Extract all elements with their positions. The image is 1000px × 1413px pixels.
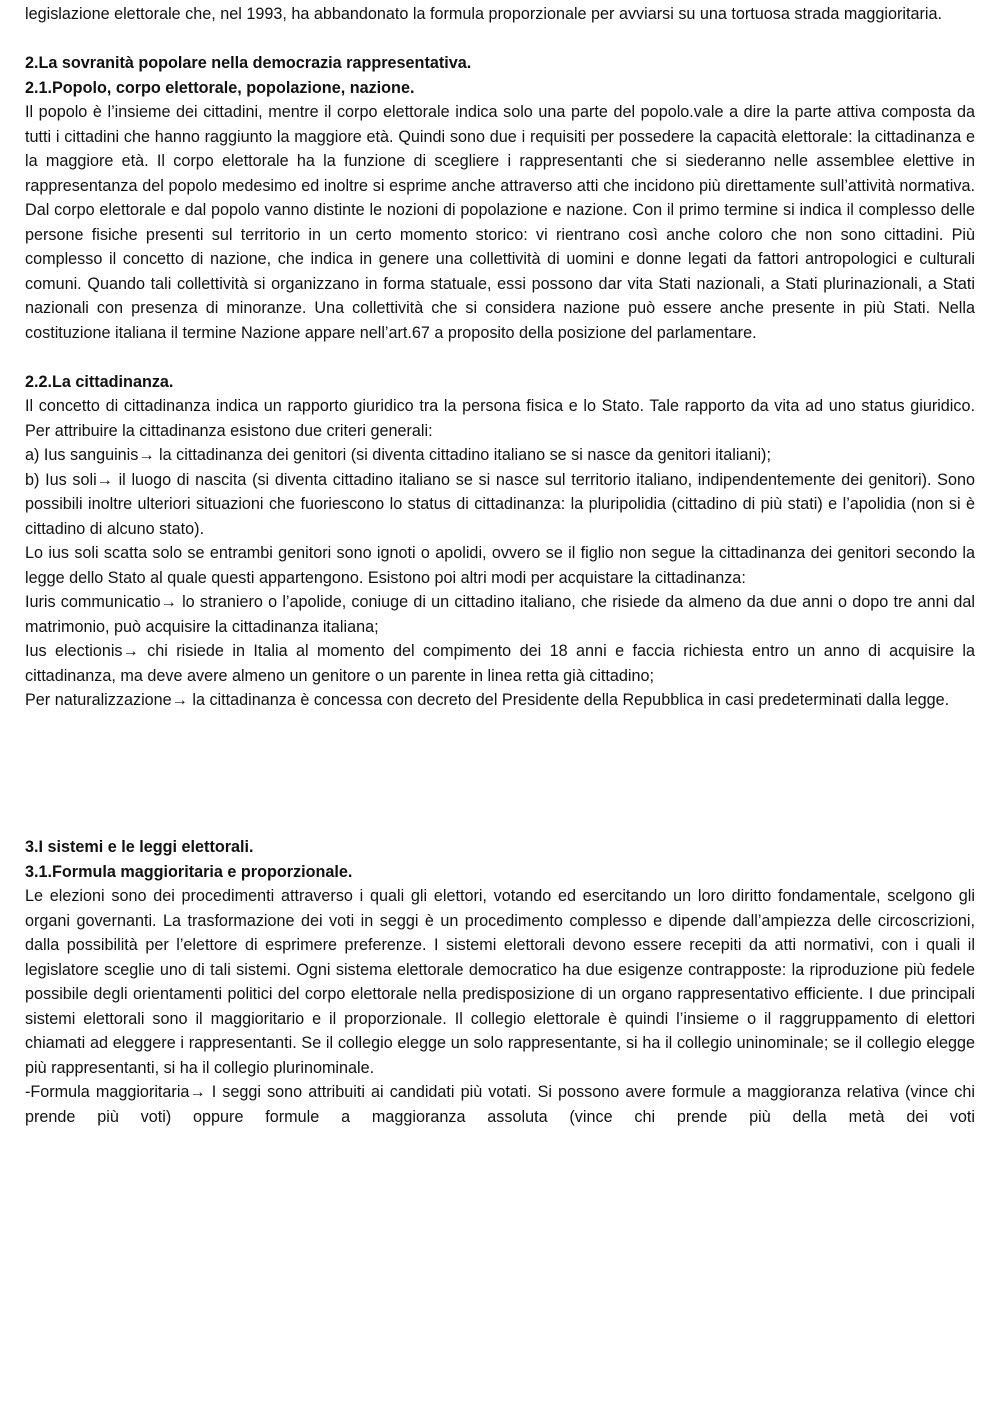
ius-electionis-item: Ius electionis→ chi risiede in Italia al momento del compimento dei 18 anni e faccia richiesta entro un anno di acquisire la cittadinanza, ma deve avere almeno un genitore o un parente in linea retta già cittadino; — [25, 642, 975, 685]
section-2-2-paragraph: Il concetto di cittadinanza indica un rapporto giuridico tra la persona fisica e lo Stato. Tale rapporto da vita ad uno status giuridico. Per attribuire la cittadinanza esistono due criteri generali: — [25, 397, 975, 440]
ius-sanguinis-item: a) Ius sanguinis→ la cittadinanza dei genitori (si diventa cittadino italiano se si nasce da genitori italiani); — [25, 446, 771, 464]
section-2-heading: 2.La sovranità popolare nella democrazia rappresentativa. — [25, 54, 472, 72]
iuris-communicatio-item: Iuris communicatio→ lo straniero o l’apolide, coniuge di un cittadino italiano, che risiede da almeno da due anni o dopo tre anni dal matrimonio, può acquisire la cittadinanza italiana; — [25, 593, 975, 636]
naturalizzazione-item: Per naturalizzazione→ la cittadinanza è concessa con decreto del Presidente della Repubblica in casi predeterminati dalla legge. — [25, 691, 950, 709]
section-3-1-body: Le elezioni sono dei procedimenti attraverso i quali gli elettori, votando ed esercitando un loro diritto fondamentale, scelgono gli organi governanti. La trasformazione dei voti in seggi è un procedimento complesso e dipende dall’ampiezza delle circoscrizioni, dalla possibilità per l’elettore di esprimere preferenze. I sistemi elettorali devono essere recepiti da atti normativi, con i quali il legislatore sceglie uno di tali sistemi. Ogni sistema elettorale democratico ha due esigenze contrapposte: la riproduzione più fedele possibile degli orientamenti politici del corpo elettorale nella predisposizione di un organo rappresentativo efficiente. I due principali sistemi elettorali sono il maggioritario e il proporzionale. Il collegio elettorale è quindi l’insieme o il raggruppamento di elettori chiamati ad eleggere i rappresentanti. Se il collegio elegge un solo rappresentante, si ha il collegio uninominale; se il collegio elegge più rappresentanti, si ha il collegio plurinominale. — [25, 887, 975, 1077]
section-3-heading: 3.I sistemi e le leggi elettorali. — [25, 838, 254, 856]
section-2-2-heading: 2.2.La cittadinanza. — [25, 372, 174, 391]
section-2-2-paragraph: Lo ius soli scatta solo se entrambi genitori sono ignoti o apolidi, ovvero se il figlio non segue la cittadinanza dei genitori secondo la legge dello Stato al quale questi appartengono. Esistono poi altri modi per acquistare la cittadinanza: — [25, 544, 975, 587]
section-3-1-heading: 3.1.Formula maggioritaria e proporzionale. — [25, 862, 353, 881]
ius-soli-item: b) Ius soli→ il luogo di nascita (si diventa cittadino italiano se si nasce sul territorio italiano, indipendentemente dei genitori). Sono possibili inoltre ulteriori situazioni che fuoriescono lo status di cittadinanza: la pluripolidia (cittadino di più stati) e l’apolidia (non si è cittadino di alcuno stato). — [25, 470, 975, 538]
spacer — [25, 713, 975, 836]
formula-maggioritaria-item: -Formula maggioritaria→ I seggi sono attribuiti ai candidati più votati. Si possono avere formule a maggioranza relativa (vince chi prende più voti) oppure formule a maggioranza assoluta (vince chi prende più della metà dei voti — [25, 1083, 975, 1126]
spacer — [25, 27, 975, 52]
section-2-1-heading: 2.1.Popolo, corpo elettorale, popolazione, nazione. — [25, 78, 415, 97]
intro-paragraph: legislazione elettorale che, nel 1993, ha abbandonato la formula proporzionale per avviarsi su una tortuosa strada maggioritaria. — [25, 5, 942, 23]
section-2-1-body: Il popolo è l’insieme dei cittadini, mentre il corpo elettorale indica solo una parte del popolo.vale a dire la parte attiva composta da tutti i cittadini che hanno raggiunto la maggiore età. Quindi sono due i requisiti per possedere la capacità elettorale: la cittadinanza e la maggiore età. Il corpo elettorale ha la funzione di scegliere i rappresentanti che si siederanno nelle assemblee elettive in rappresentanza del popolo medesimo ed inoltre si esprime anche attraverso atti che incidono più direttamente sull’attività normativa. Dal corpo elettorale e dal popolo vanno distinte le nozioni di popolazione e nazione. Con il primo termine si indica il complesso delle persone fisiche presenti sul territorio in un certo momento storico: vi rientrano così anche coloro che non sono cittadini. Più complesso il concetto di nazione, che indica in genere una collettività di uomini e donne legati da fattori antropologici e culturali comuni. Quando tali collettività si organizzano in forma statuale, essi possono dar vita Stati nazionali, a Stati plurinazionali, a Stati nazionali con presenza di minoranze. Una collettività che si considera nazione può essere anche presente in più Stati. Nella costituzione italiana il termine Nazione appare nell’art.67 a proposito della posizione del parlamentare. — [25, 103, 975, 342]
spacer — [25, 345, 975, 370]
